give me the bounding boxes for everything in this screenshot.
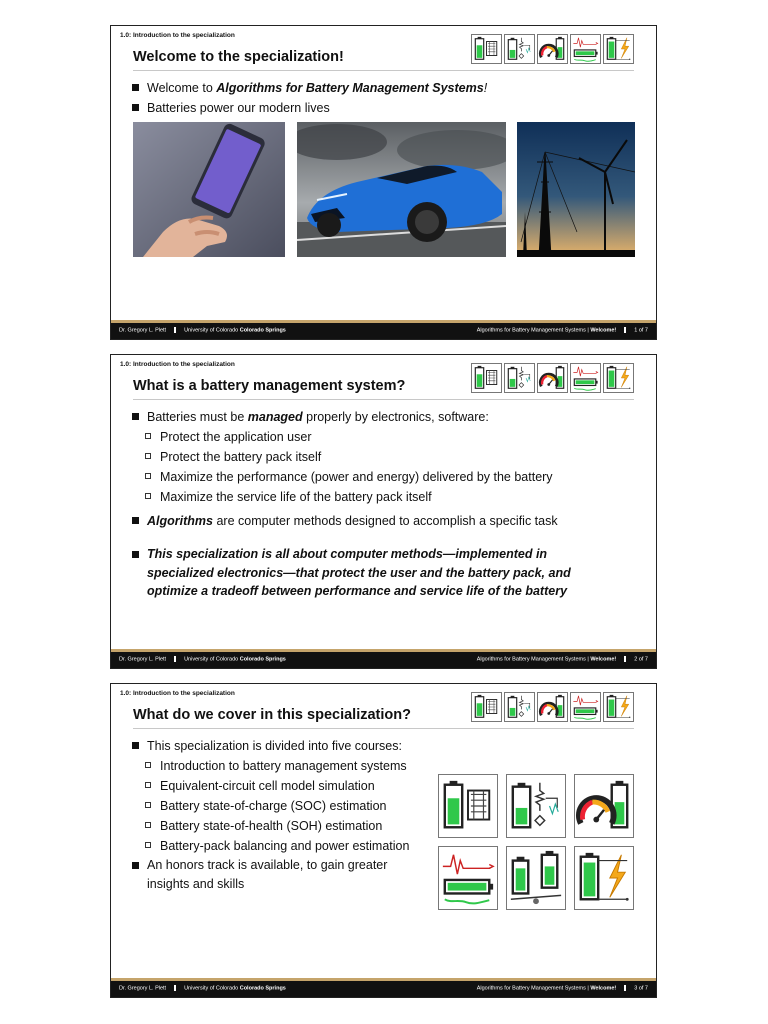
bullet-managed xyxy=(132,407,644,427)
title-rule xyxy=(133,70,634,71)
bullet-algorithms xyxy=(132,511,644,531)
slide-content xyxy=(132,78,644,118)
footer-university: University of Colorado xyxy=(184,656,239,663)
gauge-battery-icon xyxy=(537,363,568,393)
section-label: 1.0: Introduction to the specialization xyxy=(120,690,235,697)
slide-footer xyxy=(111,978,656,997)
slide-2 xyxy=(110,354,657,669)
footer-course: Algorithms for Battery Management Systems | xyxy=(476,327,589,334)
sub-item: Introduction to battery management systems xyxy=(132,756,644,776)
slide-1 xyxy=(110,25,657,340)
battery-chip-icon xyxy=(471,692,502,722)
slide-title: What do we cover in this specialization? xyxy=(133,707,411,723)
battery-circuit-icon xyxy=(506,774,566,838)
electric-car-photo xyxy=(297,122,506,257)
course-icon-grid xyxy=(438,774,634,910)
course-icon-strip xyxy=(471,692,634,722)
page-number: 1 of 7 xyxy=(634,327,648,334)
battery-lightning-icon xyxy=(603,34,634,64)
emphasis: managed xyxy=(247,410,303,424)
slide-3 xyxy=(110,683,657,998)
section-label: 1.0: Introduction to the specialization xyxy=(120,361,235,368)
bullet-honors-track: An honors track is available, to gain greater insights and skills xyxy=(132,856,407,894)
bullet-text: This specialization is all about computer methods—implemented in specialized electronics—that protect the user and the battery pack, and optimize a tradeoff between performance and service life of the battery xyxy=(147,547,571,598)
footer-campus: Colorado Springs xyxy=(239,656,286,663)
course-name: Algorithms for Battery Management Systems xyxy=(216,81,484,95)
footer-campus: Colorado Springs xyxy=(239,327,286,334)
battery-circuit-icon xyxy=(504,363,535,393)
bullet-specialization-summary xyxy=(132,545,644,601)
slide-footer xyxy=(111,649,656,668)
bullet-text: ! xyxy=(483,81,488,95)
course-icon-strip xyxy=(471,34,634,64)
balance-batteries-icon xyxy=(506,846,566,910)
footer-lecture: Welcome! xyxy=(590,327,617,334)
gauge-battery-icon xyxy=(537,34,568,64)
slide-title: Welcome to the specialization! xyxy=(133,49,344,65)
sub-item: Protect the application user xyxy=(132,427,644,447)
bullet-batteries: Batteries power our modern lives xyxy=(132,98,644,118)
footer-lecture: Welcome! xyxy=(590,985,617,992)
slide-content xyxy=(132,407,644,601)
slide-title: What is a battery management system? xyxy=(133,378,406,394)
battery-circuit-icon xyxy=(504,692,535,722)
footer-campus: Colorado Springs xyxy=(239,985,286,992)
footer-author: Dr. Gregory L. Plett xyxy=(119,656,167,663)
emphasis: Algorithms xyxy=(147,514,213,528)
page-number: 3 of 7 xyxy=(634,985,648,992)
battery-chip-icon xyxy=(471,363,502,393)
footer-author: Dr. Gregory L. Plett xyxy=(119,327,167,334)
footer-course: Algorithms for Battery Management Systems | xyxy=(476,656,589,663)
battery-chip-icon xyxy=(471,34,502,64)
bullet-text: are computer methods designed to accomplish a specific task xyxy=(212,514,558,528)
wind-turbine-photo xyxy=(517,122,635,257)
sub-item: Equivalent-circuit cell model simulation xyxy=(132,776,644,796)
sub-item: Protect the battery pack itself xyxy=(132,447,644,467)
sub-item: Maximize the performance (power and energy) delivered by the battery xyxy=(132,467,644,487)
course-icon-strip xyxy=(471,363,634,393)
footer-course: Algorithms for Battery Management Systems | xyxy=(476,985,589,992)
footer-university: University of Colorado xyxy=(184,327,239,334)
battery-circuit-icon xyxy=(504,34,535,64)
signal-battery-icon xyxy=(570,363,601,393)
battery-lightning-icon xyxy=(603,363,634,393)
bullet-text: Batteries must be xyxy=(147,410,248,424)
footer-lecture: Welcome! xyxy=(590,656,617,663)
section-label: 1.0: Introduction to the specialization xyxy=(120,32,235,39)
bullet-five-courses: This specialization is divided into five courses: xyxy=(132,736,644,756)
battery-chip-icon xyxy=(438,774,498,838)
bullet-text: properly by electronics, software: xyxy=(302,410,489,424)
battery-lightning-icon xyxy=(603,692,634,722)
bullet-text: Welcome to xyxy=(147,81,217,95)
footer-university: University of Colorado xyxy=(184,985,239,992)
smartphone-photo xyxy=(133,122,285,257)
footer-author: Dr. Gregory L. Plett xyxy=(119,985,167,992)
gauge-battery-icon xyxy=(574,774,634,838)
slide-footer xyxy=(111,320,656,339)
title-rule xyxy=(133,399,634,400)
page-number: 2 of 7 xyxy=(634,656,648,663)
signal-battery-icon xyxy=(570,34,601,64)
sub-item: Battery state-of-health (SOH) estimation xyxy=(132,816,644,836)
sub-item: Battery state-of-charge (SOC) estimation xyxy=(132,796,644,816)
title-rule xyxy=(133,728,634,729)
bullet-welcome xyxy=(132,78,644,98)
sub-item: Maximize the service life of the battery pack itself xyxy=(132,487,644,507)
battery-lightning-icon xyxy=(574,846,634,910)
gauge-battery-icon xyxy=(537,692,568,722)
sub-item: Battery-pack balancing and power estimation xyxy=(132,836,644,856)
signal-battery-icon xyxy=(438,846,498,910)
signal-battery-icon xyxy=(570,692,601,722)
